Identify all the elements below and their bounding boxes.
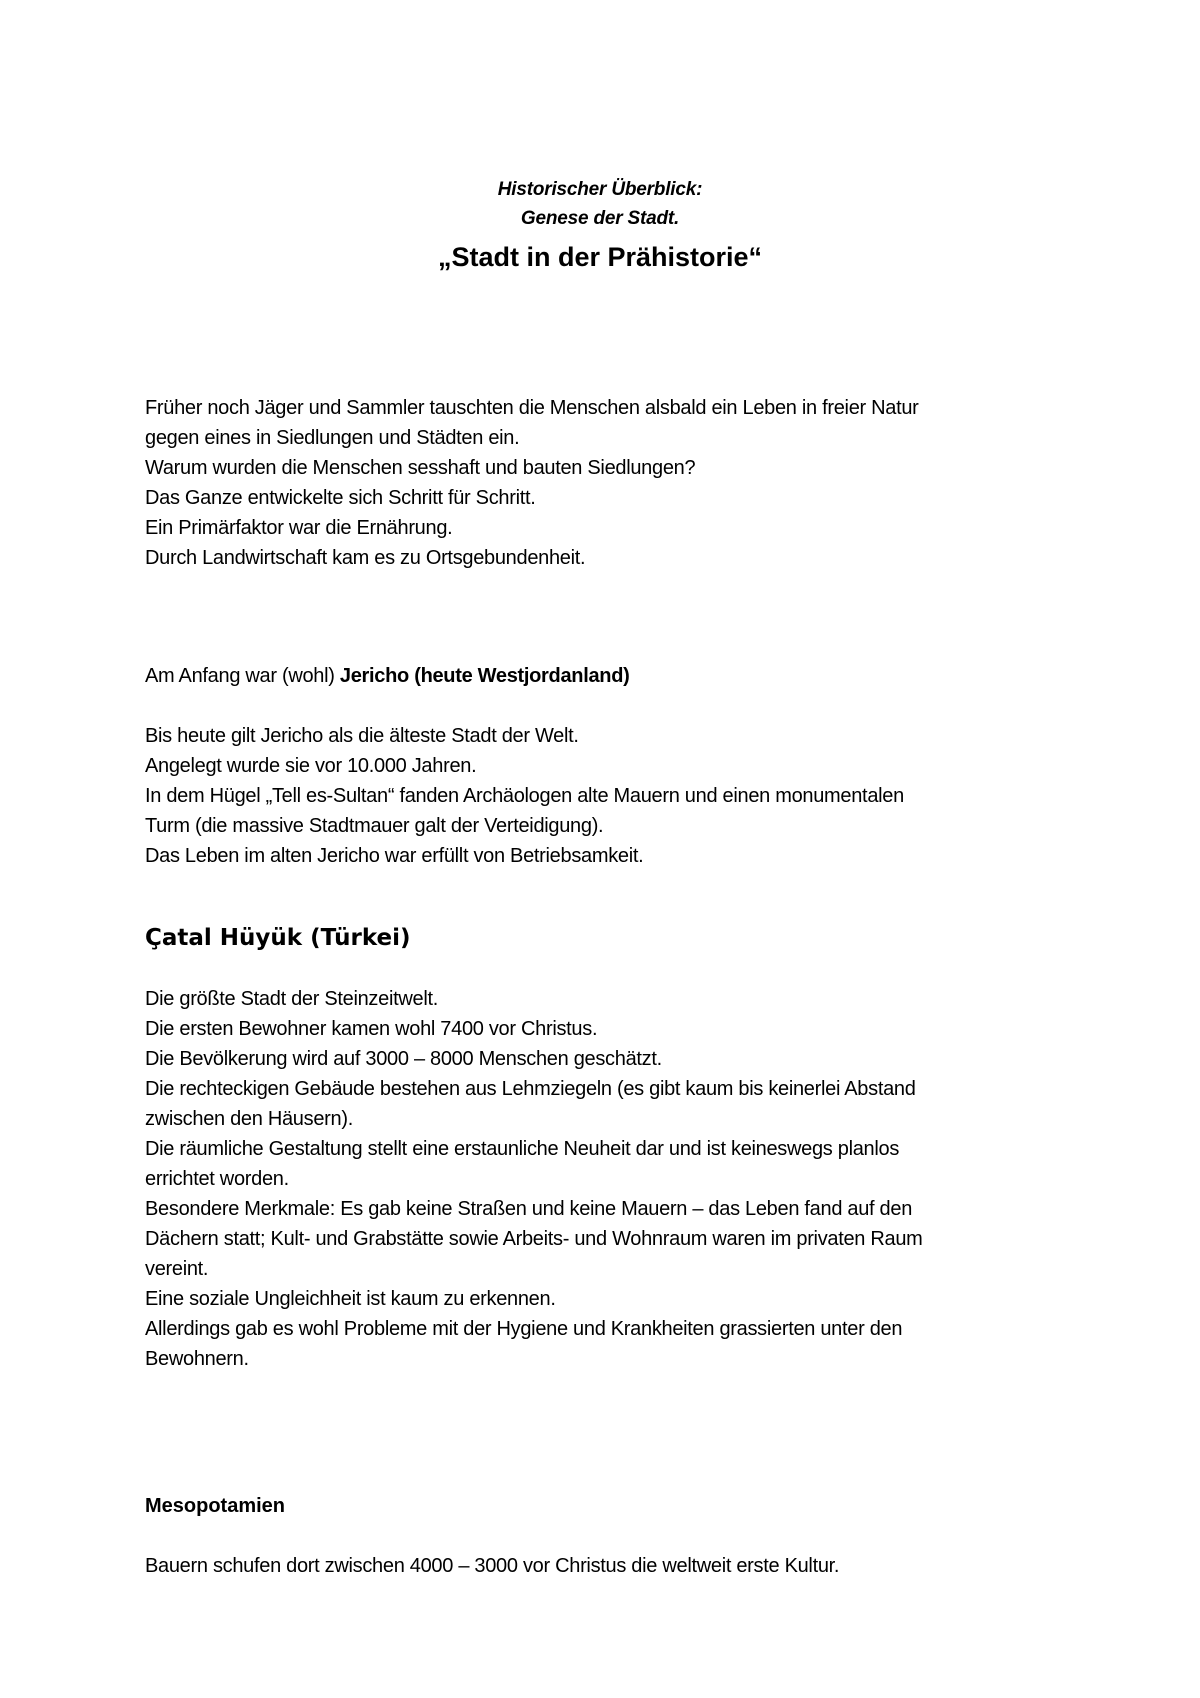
jericho-lead-bold: Jericho (heute Westjordanland) [339, 665, 630, 687]
intro-line-2: gegen eines in Siedlungen und Städten ein. [145, 427, 520, 449]
jericho-lead-plain: Am Anfang war (wohl) [145, 665, 340, 687]
jericho-lead [145, 661, 1065, 691]
page-title: „Stadt in der Prähistorie“ [437, 242, 763, 272]
jericho-line-4: Turm (die massive Stadtmauer galt der Verteidigung). [145, 815, 604, 837]
catal-line-11: Eine soziale Ungleichheit ist kaum zu erkennen. [145, 1288, 556, 1310]
catal-line-13: Bewohnern. [145, 1348, 249, 1370]
catal-line-12: Allerdings gab es wohl Probleme mit der Hygiene und Krankheiten grassierten unter den [145, 1318, 903, 1340]
intro-paragraph [145, 393, 1065, 573]
intro-line-4: Das Ganze entwickelte sich Schritt für Schritt. [145, 487, 536, 509]
intro-line-3: Warum wurden die Menschen sesshaft und bauten Siedlungen? [145, 457, 696, 479]
catal-line-6: Die räumliche Gestaltung stellt eine erstaunliche Neuheit dar und ist keineswegs planlos [145, 1138, 900, 1160]
intro-line-5: Ein Primärfaktor war die Ernährung. [145, 517, 453, 539]
meso-paragraph [145, 1551, 1065, 1581]
catal-line-2: Die ersten Bewohner kamen wohl 7400 vor Christus. [145, 1018, 598, 1040]
catal-line-8: Besondere Merkmale: Es gab keine Straßen und keine Mauern – das Leben fand auf den [145, 1198, 913, 1220]
catal-line-1: Die größte Stadt der Steinzeitwelt. [145, 988, 438, 1010]
jericho-line-2: Angelegt wurde sie vor 10.000 Jahren. [145, 755, 477, 777]
jericho-line-5: Das Leben im alten Jericho war erfüllt von Betriebsamkeit. [145, 845, 644, 867]
catal-line-7: errichtet worden. [145, 1168, 289, 1190]
jericho-line-3: In dem Hügel „Tell es-Sultan“ fanden Archäologen alte Mauern und einen monumentalen [145, 785, 904, 807]
catal-line-5: zwischen den Häusern). [145, 1108, 353, 1130]
catal-line-4: Die rechteckigen Gebäude bestehen aus Lehmziegeln (es gibt kaum bis keinerlei Abstand [145, 1078, 916, 1100]
meso-line-1: Bauern schufen dort zwischen 4000 – 3000 vor Christus die weltweit erste Kultur. [145, 1555, 840, 1577]
header-line-2: Genese der Stadt. [520, 208, 680, 229]
catal-heading: Çatal Hüyük (Türkei) [145, 925, 411, 951]
intro-line-1: Früher noch Jäger und Sammler tauschten die Menschen alsbald ein Leben in freier Natur [145, 397, 919, 419]
meso-heading: Mesopotamien [145, 1495, 286, 1517]
document-header [0, 175, 1200, 277]
jericho-lead-line [145, 661, 1065, 691]
intro-line-6: Durch Landwirtschaft kam es zu Ortsgebundenheit. [145, 547, 586, 569]
catal-paragraph [145, 984, 1065, 1374]
jericho-paragraph [145, 721, 1065, 871]
jericho-line-1: Bis heute gilt Jericho als die älteste Stadt der Welt. [145, 725, 579, 747]
catal-line-10: vereint. [145, 1258, 209, 1280]
header-line-1: Historischer Überblick: [497, 179, 703, 200]
catal-line-9: Dächern statt; Kult- und Grabstätte sowie Arbeits- und Wohnraum waren im privaten Raum [145, 1228, 923, 1250]
catal-line-3: Die Bevölkerung wird auf 3000 – 8000 Menschen geschätzt. [145, 1048, 662, 1070]
